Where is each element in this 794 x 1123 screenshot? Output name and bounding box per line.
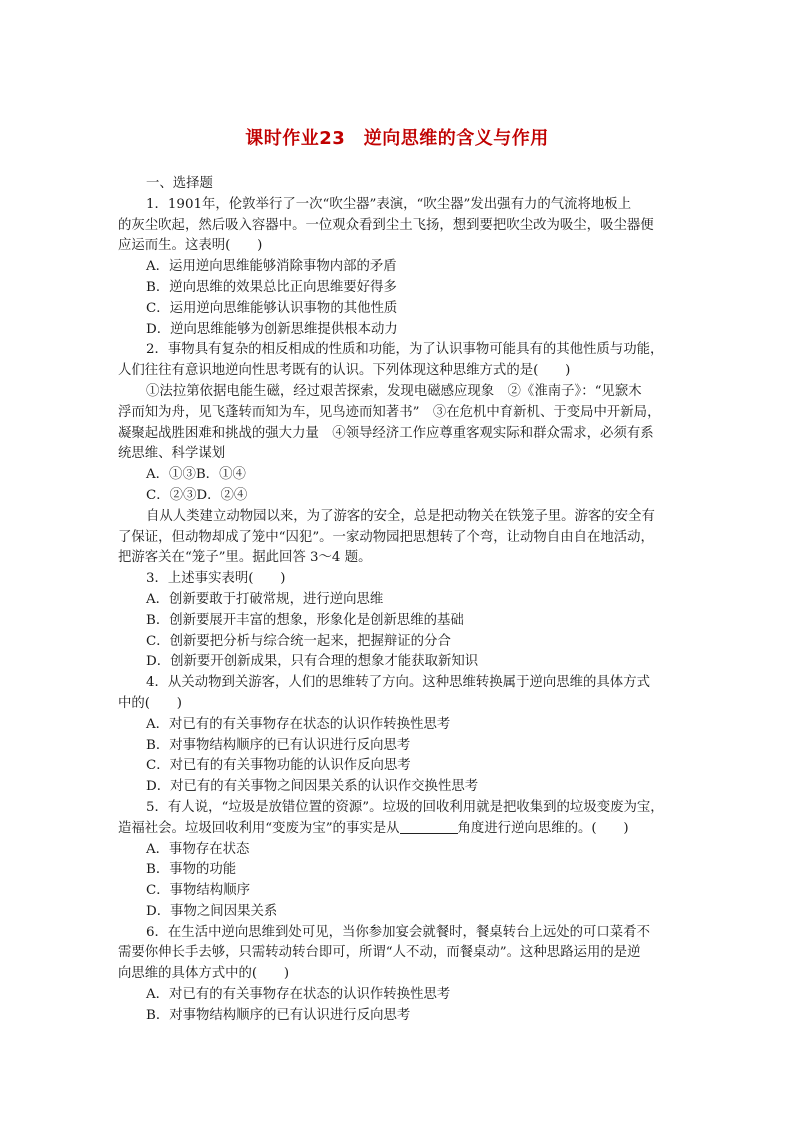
- option-b: B．逆向思维的效果总比正向思维要好得多: [146, 279, 397, 295]
- question-text: 2．事物具有复杂的相反相成的性质和功能，为了认识事物可能具有的其他性质与功能，: [146, 342, 664, 358]
- option-c: C．对已有的有关事物功能的认识作反向思考: [146, 758, 411, 774]
- question-text: 角度进行逆向思维的。( ): [457, 820, 629, 836]
- option-a: A．对已有的有关事物存在状态的认识作转换性思考: [146, 716, 451, 732]
- option-a: A．创新要敢于打破常规，进行逆向思维: [146, 591, 384, 607]
- question-text: 3．上述事实表明( ): [146, 571, 286, 587]
- option-a: A．事物存在状态: [146, 841, 250, 857]
- question-text: 造福社会。垃圾回收利用“变废为宝”的事实是从: [118, 820, 400, 836]
- question-2: [118, 340, 680, 506]
- question-1: [118, 195, 680, 341]
- option-b: B．对事物结构顺序的已有认识进行反向思考: [146, 1007, 411, 1023]
- option-cd: C．②③D．②④: [146, 487, 248, 503]
- section-heading: 一、选择题: [146, 176, 213, 191]
- question-text: 1．1901年，伦敦举行了一次“吹尘器”表演，“吹尘器”发出强有力的气流将地板上: [146, 196, 632, 212]
- question-4: [118, 673, 680, 798]
- option-c: C．运用逆向思维能够认识事物的其他性质: [146, 300, 398, 316]
- option-a: A．运用逆向思维能够消除事物内部的矛盾: [146, 259, 397, 275]
- question-text: 向思维的具体方式中的( ): [118, 966, 290, 982]
- question-text: 浮而知为舟，见飞蓬转而知为车，见鸟迹而知著书” ③在危机中育新机、于变局中开新局，: [118, 404, 661, 420]
- reading-passage: [118, 507, 680, 569]
- question-3: [118, 569, 680, 673]
- question-5: [118, 798, 680, 923]
- option-d: D．逆向思维能够为创新思维提供根本动力: [146, 321, 398, 337]
- question-text: 应运而生。这表明( ): [118, 238, 263, 254]
- question-content: [118, 174, 680, 1027]
- passage-text: 把游客关在“笼子”里。据此回答 3～4 题。: [118, 550, 372, 566]
- question-text: 中的( ): [118, 695, 183, 711]
- option-a: A．对已有的有关事物存在状态的认识作转换性思考: [146, 987, 451, 1003]
- passage-text: 自从人类建立动物园以来，为了游客的安全，总是把动物关在铁笼子里。游客的安全有: [146, 508, 655, 524]
- option-c: C．事物结构顺序: [146, 883, 250, 899]
- question-text-with-blank: [118, 819, 680, 840]
- question-text: 4．从关动物到关游客，人们的思维转了方向。这种思维转换属于逆向思维的具体方式: [146, 675, 650, 691]
- option-b: B．创新要展开丰富的想象，形象化是创新思维的基础: [146, 612, 464, 628]
- question-text: 的灰尘吹起，然后吸入容器中。一位观众看到尘土飞扬，想到要把吹尘改为吸尘，吸尘器便: [118, 217, 654, 233]
- question-text: ①法拉第依据电能生磁，经过艰苦探索，发现电磁感应现象 ②《淮南子》：“见窾木: [146, 383, 642, 399]
- option-d: D．对已有的有关事物之间因果关系的认识作交换性思考: [146, 779, 479, 795]
- question-text: 需要你伸长手去够，只需转动转台即可，所谓“人不动，而餐桌动”。这种思路运用的是逆: [118, 945, 641, 961]
- question-text: 人们往往有意识地逆向性思考既有的认识。下列体现这种思维方式的是( ): [118, 363, 571, 379]
- option-b: B．事物的功能: [146, 862, 237, 878]
- page-title: 课时作业23 逆向思维的含义与作用: [245, 128, 549, 149]
- question-text: 6．在生活中逆向思维到处可见，当你参加宴会就餐时，餐桌转台上远处的可口菜肴不: [146, 924, 650, 940]
- option-c: C．创新要把分析与综合统一起来，把握辩证的分合: [146, 633, 451, 649]
- question-6: [118, 923, 680, 1027]
- question-text: 凝聚起战胜困难和挑战的强大力量 ④领导经济工作应尊重客观实际和群众需求，必须有系: [118, 425, 654, 441]
- answer-blank: [400, 819, 458, 834]
- option-d: D．事物之间因果关系: [146, 903, 278, 919]
- question-text: 统思维、科学谋划: [118, 446, 226, 462]
- option-b: B．对事物结构顺序的已有认识进行反向思考: [146, 737, 411, 753]
- option-ab: A．①③B．①④: [146, 467, 246, 483]
- question-text: 5．有人说，“垃圾是放错位置的资源”。垃圾的回收利用就是把收集到的垃圾变废为宝，: [146, 799, 664, 815]
- passage-text: 了保证，但动物却成了笼中“囚犯”。一家动物园把思想转了个弯，让动物自由自在地活动，: [118, 529, 654, 545]
- option-d: D．创新要开创新成果，只有合理的想象才能获取新知识: [146, 654, 479, 670]
